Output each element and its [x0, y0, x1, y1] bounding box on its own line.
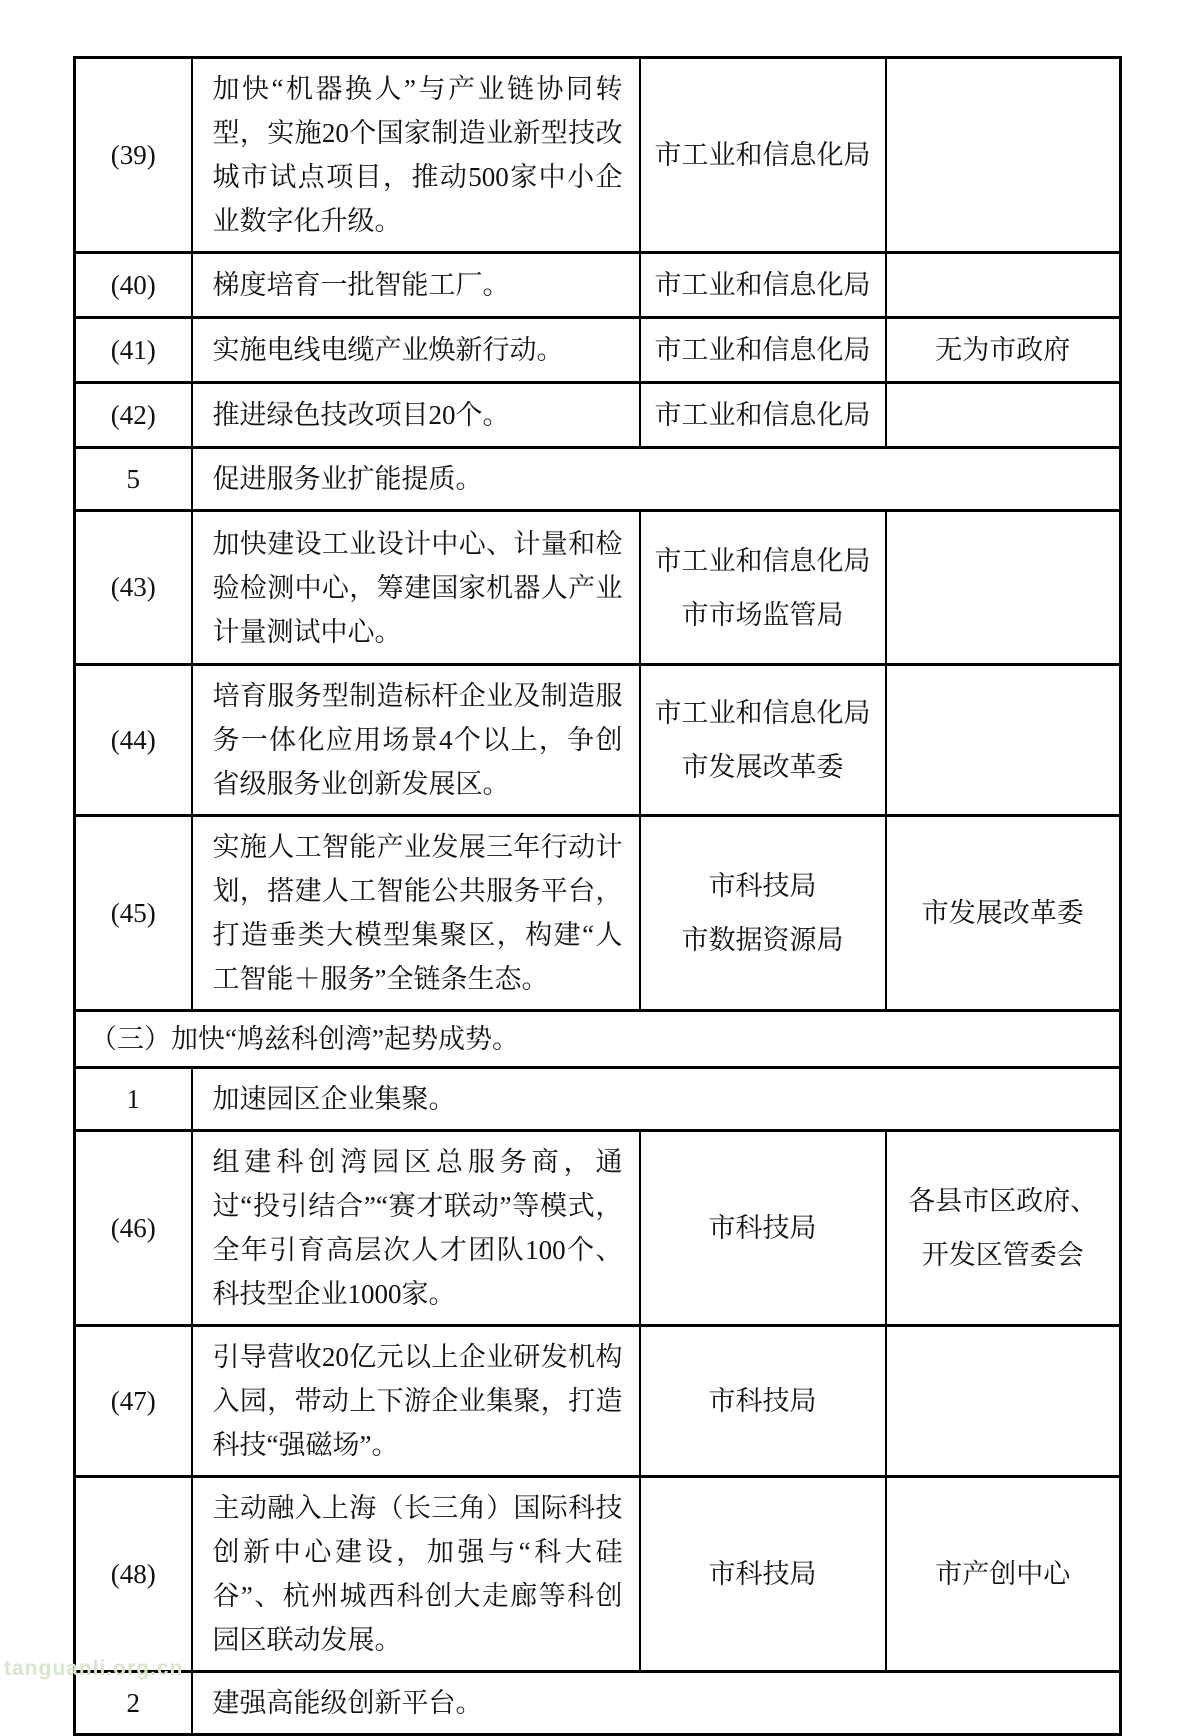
- task-description-cell: 引导营收20亿元以上企业研发机构入园，带动上下游企业集聚，打造科技“强磁场”。: [192, 1326, 640, 1477]
- item-number-cell: (44): [75, 665, 192, 816]
- responsible-unit-line: 市科技局: [708, 1213, 817, 1243]
- table-row: [75, 511, 1121, 665]
- task-description-cell: 培育服务型制造标杆企业及制造服务一体化应用场景4个以上，争创省级服务业创新发展区。: [192, 665, 640, 816]
- item-number-cell: (47): [75, 1326, 192, 1477]
- cooperating-unit-cell: [886, 665, 1121, 816]
- table-row: [75, 1326, 1121, 1477]
- sub-number-cell: 1: [75, 1068, 192, 1131]
- cooperating-unit-cell: [886, 1477, 1121, 1672]
- sub-title-cell: 建强高能级创新平台。: [192, 1672, 1121, 1735]
- task-description-cell: 组建科创湾园区总服务商，通过“投引结合”“赛才联动”等模式，全年引育高层次人才团队100个、科技型企业1000家。: [192, 1131, 640, 1326]
- task-description-cell: 实施人工智能产业发展三年行动计划，搭建人工智能公共服务平台，打造垂类大模型集聚区，构建“人工智能＋服务”全链条生态。: [192, 816, 640, 1011]
- responsible-unit-cell: [640, 318, 886, 383]
- item-number-cell: (43): [75, 511, 192, 665]
- responsible-unit-cell: [640, 1477, 886, 1672]
- cooperating-unit-cell: [886, 253, 1121, 318]
- task-description-cell: 梯度培育一批智能工厂。: [192, 253, 640, 318]
- responsible-unit-line: 市数据资源局: [681, 925, 844, 955]
- table-row: [75, 1477, 1121, 1672]
- responsible-unit-line: 市工业和信息化局: [654, 545, 871, 576]
- task-description-cell: 加快建设工业设计中心、计量和检验检测中心，筹建国家机器人产业计量测试中心。: [192, 511, 640, 665]
- sub-title-cell: 加速园区企业集聚。: [192, 1068, 1121, 1131]
- action-plan-table-container: [73, 56, 1119, 1736]
- table-row: [75, 1131, 1121, 1326]
- sub-title-cell: 促进服务业扩能提质。: [192, 448, 1121, 511]
- responsible-unit-cell: [640, 1131, 886, 1326]
- table-row: [75, 1672, 1121, 1735]
- responsible-unit-cell: [640, 816, 886, 1011]
- cooperating-unit-cell: [886, 1326, 1121, 1477]
- responsible-unit-line: 市工业和信息化局: [654, 140, 871, 170]
- item-number-cell: (48): [75, 1477, 192, 1672]
- cooperating-unit-cell: [886, 383, 1121, 448]
- task-description-cell: 加快“机器换人”与产业链协同转型，实施20个国家制造业新型技改城市试点项目，推动500家中小企业数字化升级。: [192, 58, 640, 253]
- responsible-unit-line: 市工业和信息化局: [654, 335, 871, 365]
- item-number-cell: (46): [75, 1131, 192, 1326]
- item-number-cell: (39): [75, 58, 192, 253]
- section-title-cell: （三）加快“鸠兹科创湾”起势成势。: [75, 1011, 1121, 1068]
- cooperating-unit-cell: [886, 58, 1121, 253]
- table-row: [75, 816, 1121, 1011]
- responsible-unit-cell: [640, 511, 886, 665]
- table-row: [75, 253, 1121, 318]
- cooperating-unit-cell: [886, 1131, 1121, 1326]
- sub-number-cell: 2: [75, 1672, 192, 1735]
- responsible-unit-cell: [640, 665, 886, 816]
- table-row: [75, 1068, 1121, 1131]
- cooperating-unit-line: 市产创中心: [935, 1559, 1071, 1589]
- cooperating-unit-line: 无为市政府: [935, 335, 1071, 365]
- responsible-unit-cell: [640, 1326, 886, 1477]
- sub-number-cell: 5: [75, 448, 192, 511]
- task-description-cell: 实施电线电缆产业焕新行动。: [192, 318, 640, 383]
- cooperating-unit-cell: [886, 816, 1121, 1011]
- cooperating-unit-line: 开发区管委会: [921, 1240, 1084, 1270]
- table-row: [75, 1011, 1121, 1068]
- item-number-cell: (40): [75, 253, 192, 318]
- item-number-cell: (42): [75, 383, 192, 448]
- responsible-unit-cell: [640, 383, 886, 448]
- responsible-unit-line: 市发展改革委: [681, 752, 844, 782]
- table-row: [75, 448, 1121, 511]
- table-row: [75, 383, 1121, 448]
- responsible-unit-cell: [640, 58, 886, 253]
- action-plan-table: [73, 56, 1122, 1736]
- task-description-cell: 推进绿色技改项目20个。: [192, 383, 640, 448]
- table-row: [75, 318, 1121, 383]
- responsible-unit-line: 市工业和信息化局: [654, 400, 871, 430]
- responsible-unit-line: 市科技局: [708, 1386, 817, 1416]
- watermark: tanguanli.org.cn: [4, 1657, 184, 1680]
- responsible-unit-line: 市科技局: [708, 1559, 817, 1589]
- responsible-unit-line: 市市场监管局: [681, 599, 844, 630]
- cooperating-unit-cell: [886, 511, 1121, 665]
- table-row: [75, 58, 1121, 253]
- responsible-unit-cell: [640, 253, 886, 318]
- item-number-cell: (45): [75, 816, 192, 1011]
- cooperating-unit-cell: [886, 318, 1121, 383]
- table-row: [75, 665, 1121, 816]
- task-description-cell: 主动融入上海（长三角）国际科技创新中心建设，加强与“科大硅谷”、杭州城西科创大走廊等科创园区联动发展。: [192, 1477, 640, 1672]
- responsible-unit-line: 市工业和信息化局: [654, 698, 871, 728]
- responsible-unit-line: 市科技局: [708, 871, 817, 901]
- cooperating-unit-line: 市发展改革委: [921, 898, 1084, 928]
- cooperating-unit-line: 各县市区政府、: [908, 1186, 1098, 1216]
- responsible-unit-line: 市工业和信息化局: [654, 270, 871, 300]
- item-number-cell: (41): [75, 318, 192, 383]
